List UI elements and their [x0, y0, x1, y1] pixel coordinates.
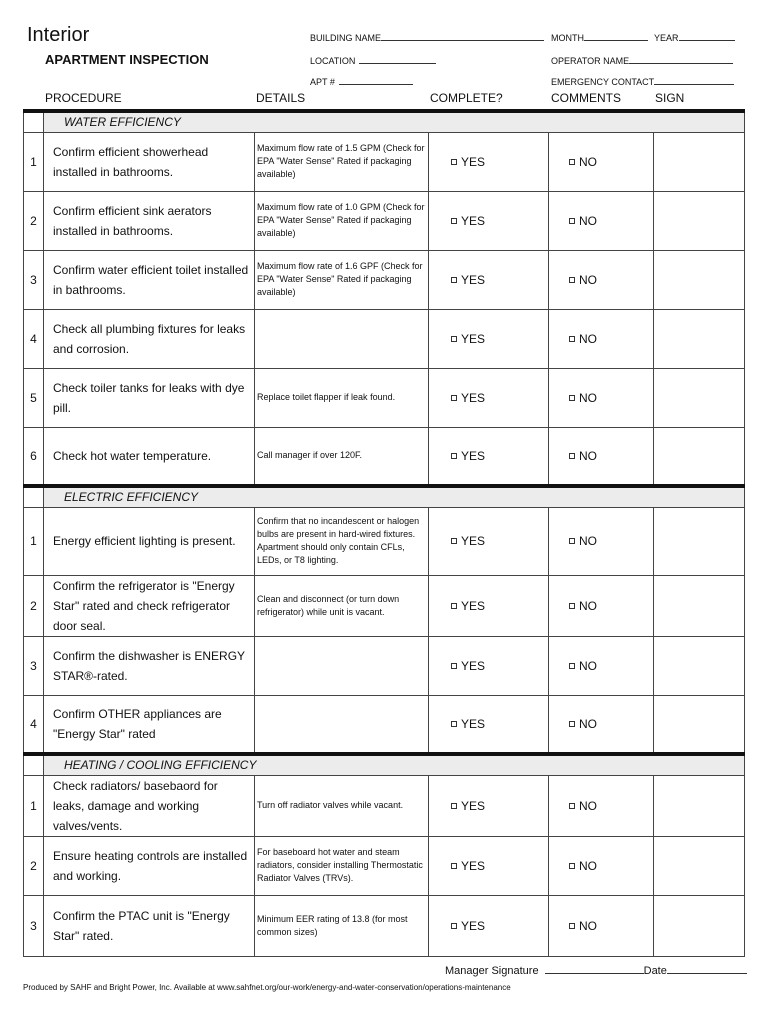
details-text	[255, 309, 429, 368]
yes-label: YES	[461, 390, 486, 405]
location-field[interactable]	[310, 56, 436, 66]
sign-cell[interactable]	[654, 507, 745, 575]
no-label: NO	[579, 331, 597, 346]
checkbox-icon[interactable]	[569, 277, 575, 283]
details-text: Call manager if over 120F.	[255, 427, 429, 486]
sign-cell[interactable]	[654, 191, 745, 250]
yes-label: YES	[461, 154, 486, 169]
yes-label: YES	[461, 272, 486, 287]
checkbox-icon[interactable]	[451, 721, 457, 727]
details-text: Maximum flow rate of 1.5 GPM (Check for EPA "Water Sense" Rated if packaging available)	[255, 132, 429, 191]
checkbox-icon[interactable]	[451, 603, 457, 609]
no-checkbox[interactable]	[549, 309, 654, 368]
details-text: Turn off radiator valves while vacant.	[255, 775, 429, 836]
yes-checkbox[interactable]	[429, 191, 549, 250]
checkbox-icon[interactable]	[451, 159, 457, 165]
no-label: NO	[579, 658, 597, 673]
checkbox-icon[interactable]	[569, 721, 575, 727]
no-label: NO	[579, 448, 597, 463]
yes-checkbox[interactable]	[429, 427, 549, 486]
no-checkbox[interactable]	[549, 575, 654, 636]
yes-label: YES	[461, 716, 486, 731]
section-header	[24, 754, 745, 775]
checkbox-icon[interactable]	[569, 538, 575, 544]
building-name-label: BUILDING NAME	[310, 33, 382, 43]
no-checkbox[interactable]	[549, 775, 654, 836]
row-number: 5	[24, 368, 44, 427]
sign-cell[interactable]	[654, 836, 745, 895]
sign-cell[interactable]	[654, 895, 745, 956]
no-label: NO	[579, 390, 597, 405]
no-checkbox[interactable]	[549, 250, 654, 309]
checkbox-icon[interactable]	[569, 395, 575, 401]
no-label: NO	[579, 213, 597, 228]
yes-checkbox[interactable]	[429, 636, 549, 695]
procedure-text: Check all plumbing fixtures for leaks and corrosion.	[44, 309, 255, 368]
table-row	[24, 427, 745, 486]
no-checkbox[interactable]	[549, 695, 654, 754]
sign-cell[interactable]	[654, 695, 745, 754]
details-text: Minimum EER rating of 13.8 (for most common sizes)	[255, 895, 429, 956]
section-title: WATER EFFICIENCY	[44, 111, 745, 132]
table-row	[24, 368, 745, 427]
month-field[interactable]	[551, 33, 648, 43]
row-number: 2	[24, 575, 44, 636]
operator-name-label: OPERATOR NAME	[551, 56, 630, 66]
manager-signature-label: Manager Signature	[445, 965, 539, 977]
no-label: NO	[579, 272, 597, 287]
sign-cell[interactable]	[654, 368, 745, 427]
footer-credit: Produced by SAHF and Bright Power, Inc. Available at www.sahfnet.org/our-work/energy-and-water-conservation/operations-maintenance	[23, 983, 511, 992]
details-text: Clean and disconnect (or turn down refrigerator) while unit is vacant.	[255, 575, 429, 636]
sign-cell[interactable]	[654, 427, 745, 486]
procedure-text: Confirm the dishwasher is ENERGY STAR®-rated.	[44, 636, 255, 695]
emergency-contact-field[interactable]	[551, 77, 734, 87]
checkbox-icon[interactable]	[451, 663, 457, 669]
checkbox-icon[interactable]	[569, 663, 575, 669]
date-label: Date	[643, 965, 667, 977]
table-row	[24, 250, 745, 309]
checkbox-icon[interactable]	[451, 218, 457, 224]
building-name-field[interactable]	[310, 33, 544, 43]
procedure-text: Check radiators/ basebaord for leaks, damage and working valves/vents.	[44, 775, 255, 836]
year-field[interactable]	[654, 33, 735, 43]
row-number: 3	[24, 250, 44, 309]
no-label: NO	[579, 918, 597, 933]
section-title: HEATING / COOLING EFFICIENCY	[44, 754, 745, 775]
procedure-text: Confirm OTHER appliances are "Energy Star" rated	[44, 695, 255, 754]
details-text: Replace toilet flapper if leak found.	[255, 368, 429, 427]
no-checkbox[interactable]	[549, 368, 654, 427]
procedure-text: Confirm the refrigerator is "Energy Star" rated and check refrigerator door seal.	[44, 575, 255, 636]
procedure-text: Confirm water efficient toilet installed in bathrooms.	[44, 250, 255, 309]
yes-checkbox[interactable]	[429, 775, 549, 836]
table-row	[24, 575, 745, 636]
procedure-text: Confirm efficient showerhead installed in bathrooms.	[44, 132, 255, 191]
month-label: MONTH	[551, 33, 584, 43]
checkbox-icon[interactable]	[451, 863, 457, 869]
no-checkbox[interactable]	[549, 507, 654, 575]
signature-line[interactable]	[445, 965, 747, 977]
procedure-text: Confirm the PTAC unit is "Energy Star" rated.	[44, 895, 255, 956]
table-row	[24, 695, 745, 754]
checkbox-icon[interactable]	[569, 603, 575, 609]
checkbox-icon[interactable]	[569, 923, 575, 929]
no-label: NO	[579, 716, 597, 731]
page-subtitle: APARTMENT INSPECTION	[45, 52, 209, 67]
col-complete: COMPLETE?	[430, 91, 503, 105]
no-checkbox[interactable]	[549, 636, 654, 695]
no-checkbox[interactable]	[549, 191, 654, 250]
sign-cell[interactable]	[654, 309, 745, 368]
yes-checkbox[interactable]	[429, 132, 549, 191]
checkbox-icon[interactable]	[451, 453, 457, 459]
row-number: 1	[24, 775, 44, 836]
checkbox-icon[interactable]	[569, 159, 575, 165]
location-label: LOCATION	[310, 56, 356, 66]
yes-label: YES	[461, 448, 486, 463]
row-number: 2	[24, 191, 44, 250]
checkbox-icon[interactable]	[451, 277, 457, 283]
checkbox-icon[interactable]	[451, 803, 457, 809]
sign-cell[interactable]	[654, 575, 745, 636]
row-number: 6	[24, 427, 44, 486]
col-sign: SIGN	[655, 91, 685, 105]
row-number: 3	[24, 636, 44, 695]
no-label: NO	[579, 534, 597, 548]
yes-checkbox[interactable]	[429, 695, 549, 754]
apt-field[interactable]	[310, 77, 413, 87]
yes-label: YES	[461, 213, 486, 228]
no-checkbox[interactable]	[549, 836, 654, 895]
checkbox-icon[interactable]	[569, 336, 575, 342]
checkbox-icon[interactable]	[451, 395, 457, 401]
row-number: 1	[24, 507, 44, 575]
yes-checkbox[interactable]	[429, 250, 549, 309]
sign-cell[interactable]	[654, 636, 745, 695]
no-label: NO	[579, 858, 597, 873]
table-row	[24, 895, 745, 956]
row-number: 3	[24, 895, 44, 956]
operator-name-field[interactable]	[551, 56, 733, 66]
apt-label: APT #	[310, 77, 335, 87]
yes-checkbox[interactable]	[429, 836, 549, 895]
yes-label: YES	[461, 798, 486, 813]
details-text: Confirm that no incandescent or halogen bulbs are present in hard-wired fixtures. Apartment should only contain CFLs, LEDs, or T8 lighting.	[255, 507, 429, 575]
yes-label: YES	[461, 598, 486, 613]
yes-label: YES	[461, 331, 486, 346]
row-number: 4	[24, 695, 44, 754]
page-title: Interior	[27, 24, 90, 46]
table-row	[24, 507, 745, 575]
checkbox-icon[interactable]	[451, 923, 457, 929]
table-row	[24, 309, 745, 368]
col-comments: COMMENTS	[551, 91, 621, 105]
yes-label: YES	[461, 534, 486, 548]
checkbox-icon[interactable]	[569, 863, 575, 869]
procedure-text: Energy efficient lighting is present.	[44, 507, 255, 575]
sign-cell[interactable]	[654, 132, 745, 191]
details-text	[255, 636, 429, 695]
no-label: NO	[579, 798, 597, 813]
details-text: Maximum flow rate of 1.0 GPM (Check for EPA "Water Sense" Rated if packaging available)	[255, 191, 429, 250]
yes-label: YES	[461, 858, 486, 873]
section-header	[24, 486, 745, 507]
section-header	[24, 111, 745, 132]
details-text	[255, 695, 429, 754]
emergency-contact-label: EMERGENCY CONTACT	[551, 77, 655, 87]
procedure-text: Confirm efficient sink aerators installed in bathrooms.	[44, 191, 255, 250]
details-text: For baseboard hot water and steam radiators, consider installing Thermostatic Radiator Valves (TRVs).	[255, 836, 429, 895]
yes-checkbox[interactable]	[429, 507, 549, 575]
col-procedure: PROCEDURE	[45, 91, 122, 105]
details-text: Maximum flow rate of 1.6 GPF (Check for EPA "Water Sense" Rated if packaging available)	[255, 250, 429, 309]
no-checkbox[interactable]	[549, 427, 654, 486]
checkbox-icon[interactable]	[569, 218, 575, 224]
table-row	[24, 191, 745, 250]
col-details: DETAILS	[256, 91, 306, 105]
row-number: 1	[24, 132, 44, 191]
procedure-text: Check toiler tanks for leaks with dye pill.	[44, 368, 255, 427]
no-label: NO	[579, 598, 597, 613]
checkbox-icon[interactable]	[451, 336, 457, 342]
procedure-text: Ensure heating controls are installed and working.	[44, 836, 255, 895]
yes-checkbox[interactable]	[429, 575, 549, 636]
row-number: 2	[24, 836, 44, 895]
sign-cell[interactable]	[654, 250, 745, 309]
row-number: 4	[24, 309, 44, 368]
no-checkbox[interactable]	[549, 132, 654, 191]
procedure-text: Check hot water temperature.	[44, 427, 255, 486]
yes-checkbox[interactable]	[429, 309, 549, 368]
no-label: NO	[579, 154, 597, 169]
checkbox-icon[interactable]	[569, 453, 575, 459]
yes-label: YES	[461, 658, 486, 673]
yes-label: YES	[461, 918, 486, 933]
table-row	[24, 775, 745, 836]
section-title: ELECTRIC EFFICIENCY	[44, 486, 745, 507]
no-checkbox[interactable]	[549, 895, 654, 956]
yes-checkbox[interactable]	[429, 895, 549, 956]
sign-cell[interactable]	[654, 775, 745, 836]
yes-checkbox[interactable]	[429, 368, 549, 427]
checkbox-icon[interactable]	[451, 538, 457, 544]
table-row	[24, 636, 745, 695]
inspection-table	[23, 109, 745, 957]
checkbox-icon[interactable]	[569, 803, 575, 809]
table-row	[24, 836, 745, 895]
year-label: YEAR	[654, 33, 679, 43]
table-row	[24, 132, 745, 191]
